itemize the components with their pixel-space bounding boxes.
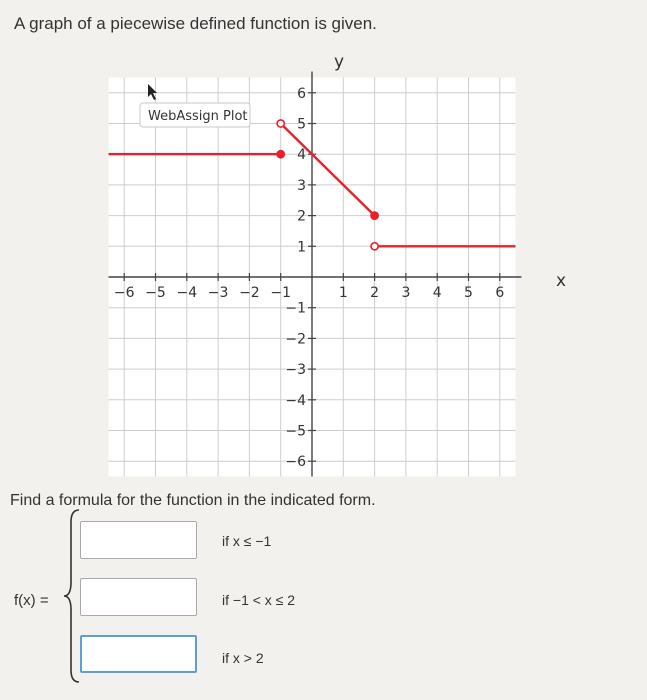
y-tick-label: 1 <box>297 239 306 256</box>
open-endpoint <box>371 243 378 250</box>
x-tick-label: −1 <box>270 285 292 301</box>
x-axis-label: x <box>556 271 567 291</box>
instruction-text: Find a formula for the function in the indicated form. <box>10 492 376 509</box>
x-tick-label: −4 <box>176 285 198 301</box>
x-tick-label: 3 <box>401 285 411 301</box>
x-tick-label: 1 <box>338 285 348 301</box>
answer-box-piece-1[interactable] <box>80 521 197 559</box>
plot-label-box <box>140 103 250 127</box>
x-tick-label: −5 <box>145 285 166 301</box>
y-tick-label: 2 <box>297 208 306 225</box>
function-label: f(x) = <box>14 592 49 609</box>
x-tick-label: 4 <box>432 285 442 301</box>
y-tick-label: 3 <box>297 177 306 194</box>
y-tick-label: −1 <box>285 300 306 317</box>
y-tick-label: 6 <box>297 85 306 102</box>
x-tick-label: −2 <box>239 285 260 301</box>
y-tick-label: −4 <box>285 392 306 409</box>
open-endpoint <box>277 120 284 127</box>
answer-box-piece-3[interactable] <box>80 635 197 673</box>
x-tick-label: 6 <box>495 285 505 301</box>
closed-endpoint <box>277 151 284 158</box>
x-tick-label: −3 <box>207 285 229 301</box>
y-tick-label: −6 <box>285 454 306 471</box>
y-tick-label: −3 <box>285 362 306 379</box>
x-tick-label: −6 <box>113 285 135 301</box>
condition-piece-3: if x > 2 <box>222 650 264 666</box>
y-tick-label: 4 <box>297 147 306 164</box>
x-tick-label: 2 <box>370 285 380 301</box>
condition-piece-2: if −1 < x ≤ 2 <box>222 592 296 608</box>
answer-box-piece-2[interactable] <box>80 578 197 616</box>
closed-endpoint <box>371 212 378 219</box>
y-tick-label: −2 <box>285 331 306 348</box>
y-tick-label: −5 <box>285 423 306 440</box>
question-prompt: A graph of a piecewise defined function is given. <box>14 14 377 33</box>
y-axis-label: y <box>334 52 345 72</box>
piecewise-brace <box>62 508 82 684</box>
y-tick-label: 5 <box>297 116 306 133</box>
x-tick-label: 5 <box>464 285 473 301</box>
plot-label: WebAssign Plot <box>148 109 248 124</box>
condition-piece-1: if x ≤ −1 <box>222 533 272 549</box>
